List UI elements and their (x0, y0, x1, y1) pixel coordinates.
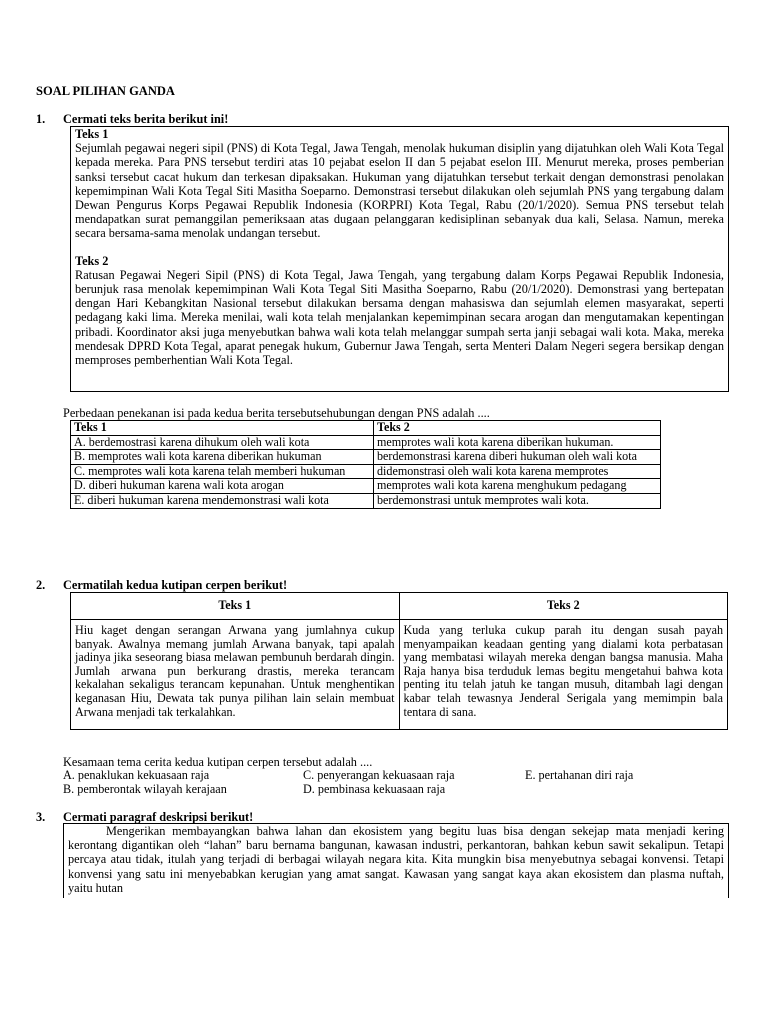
choice-b[interactable]: B. pemberontak wilayah kerajaan (63, 782, 227, 796)
column-header-teks-2: Teks 2 (374, 421, 661, 436)
cerpen-header-teks-2: Teks 2 (399, 593, 728, 620)
option-b-teks-1: B. memprotes wali kota karena diberikan hukuman (71, 450, 374, 465)
question-1-prompt: Cermati teks berita berikut ini! (63, 112, 229, 126)
option-row-d[interactable] (71, 479, 661, 494)
question-1-question: Perbedaan penekanan isi pada kedua berita tersebutsehubungan dengan PNS adalah .... (63, 406, 490, 420)
option-row-e[interactable] (71, 493, 661, 508)
question-2-prompt: Cermatilah kedua kutipan cerpen berikut! (63, 578, 288, 592)
option-row-c[interactable] (71, 464, 661, 479)
description-paragraph: Mengerikan membayangkan bahwa lahan dan ekosistem yang begitu luas bisa dengan sekejap mata menjadi kering kerontang digantikan oleh “lahan” baru bernama bangunan, kawasan industri, perkantoran, bahkan kebun sawit sekalipun. Tetapi percaya atau tidak, itulah yang terjadi di berbagai wilayah negara kita. Kita mungkin bisa menyebutnya sebagai konvensi. Tetapi konvensi yang satu ini menyebabkan kerugian yang amat sangat. Kawasan yang sangat kaya akan ekosistem dan plasma nuftah, yaitu hutan (68, 824, 724, 895)
cerpen-header-teks-1: Teks 1 (71, 593, 400, 620)
question-2-number: 2. (36, 578, 46, 592)
teks-2-body: Ratusan Pegawai Negeri Sipil (PNS) di Kota Tegal, Jawa Tengah, yang tergabung dalam Korps Pegawai Republik Indonesia, berunjuk rasa menolak kepemimpinan Wali Kota Tegal Siti Masitha Soeparno, Rabu (20/1/2020). Demonstrasi yang bertepatan dengan Hari Kebangkitan Nasional tersebut dilakukan bersama dengan mahasiswa dan sejumlah elemen masyarakat, seperti pedagang kaki lima. Mereka menilai, wali kota telah menjalankan kepemimpinan secara arogan dan mengutamakan kepentingan pribadi. Koordinator aksi juga menyebutkan bahwa wali kota telah melanggar sumpah serta janji sebagai wali kota. Maka, mereka mendesak DPRD Kota Tegal, aparat penegak hukum, Gubernur Jawa Tengah, serta Menteri Dalam Negeri segera bersikap dengan memproses pemberhentian Wali Kota Tegal. (75, 267, 724, 368)
option-a-teks-2: memprotes wali kota karena diberikan hukuman. (374, 435, 661, 450)
cerpen-teks-1-body: Hiu kaget dengan serangan Arwana yang jumlahnya cukup banyak. Awalnya memang jumlah Arwana banyak, tapi apalah jadinya jika seseorang biasa melawan pembunuh berdarah dingin. Jumlah arwana pun berkurang drastis, mereka terancam kekalahan sekaligus terancam kepunahan. Untuk menghentikan keganasan Hiu, Dewata tak punya pilihan lain selain membuat Arwana menjadi tak terkalahkan. (71, 620, 400, 730)
cerpen-teks-2-body: Kuda yang terluka cukup parah itu dengan susah payah menyampaikan keadaan genting yang dialami kota perbatasan yang membatasi wilayah mereka dengan bangsa manusia. Maha Raja hanya bisa terduduk lemas begitu mengetahui bahwa kota penting itu telah jatuh ke tangan musuh, ditambah lagi dengan kabar telah tewasnya Jenderal Serigala yang memimpin bala tentara di sana. (399, 620, 728, 730)
option-e-teks-2: berdemonstrasi untuk memprotes wali kota. (374, 493, 661, 508)
choice-a[interactable]: A. penaklukan kekuasaan raja (63, 768, 210, 782)
choice-d[interactable]: D. pembinasa kekuasaan raja (303, 782, 446, 796)
option-a-teks-1: A. berdemostrasi karena dihukum oleh wali kota (71, 435, 374, 450)
description-paragraph-box (63, 823, 729, 898)
option-d-teks-2: memprotes wali kota karena menghukum pedagang (374, 479, 661, 494)
answer-options-table (70, 420, 661, 509)
choice-e[interactable]: E. pertahanan diri raja (525, 768, 634, 782)
question-1-number: 1. (36, 112, 46, 126)
news-text-box (70, 126, 729, 392)
choice-c[interactable]: C. penyerangan kekuasaan raja (303, 768, 455, 782)
option-e-teks-1: E. diberi hukuman karena mendemonstrasi wali kota (71, 493, 374, 508)
question-3-prompt: Cermati paragraf deskripsi berikut! (63, 810, 254, 824)
option-c-teks-2: didemonstrasi oleh wali kota karena memprotes (374, 464, 661, 479)
question-2-question: Kesamaan tema cerita kedua kutipan cerpen tersebut adalah .... (63, 755, 373, 769)
option-b-teks-2: berdemonstrasi karena diberi hukuman oleh wali kota (374, 450, 661, 465)
column-header-teks-1: Teks 1 (71, 421, 374, 436)
cerpen-table (70, 592, 728, 730)
teks-1-body: Sejumlah pegawai negeri sipil (PNS) di Kota Tegal, Jawa Tengah, menolak hukuman disiplin yang dijatuhkan oleh Wali Kota Tegal kepada mereka. Para PNS tersebut terdiri atas 10 pejabat eselon II dan 5 pejabat eselon III. Menurut mereka, proses pemberian sanksi tersebut cacat hukum dan terkesan dipaksakan. Hukuman yang dijatuhkan tersebut terkait dengan demonstrasi penolakan kepemimpinan Wali Kota Tegal Siti Masitha Soeparno. Demonstrasi tersebut dilakukan oleh sejumlah PNS yang tergabung dalam Dewan Pengurus Korps Pegawai Republik Indonesia (KORPRI) Kota Tegal, Rabu (20/1/2020). Semua PNS tersebut telah mendapatkan surat pemanggilan pemeriksaan atas dugaan pelanggaran kedisiplinan sebanyak dua kali, Selasa. Namun, mereka secara bersama-sama menolak undangan tersebut. (75, 141, 724, 241)
teks-1-title: Teks 1 (75, 127, 109, 141)
option-row-a[interactable] (71, 435, 661, 450)
option-row-b[interactable] (71, 450, 661, 465)
option-c-teks-1: C. memprotes wali kota karena telah memberi hukuman (71, 464, 374, 479)
question-3-number: 3. (36, 810, 46, 824)
teks-2-title: Teks 2 (75, 253, 109, 268)
option-d-teks-1: D. diberi hukuman karena wali kota arogan (71, 479, 374, 494)
page-heading: SOAL PILIHAN GANDA (36, 84, 175, 98)
